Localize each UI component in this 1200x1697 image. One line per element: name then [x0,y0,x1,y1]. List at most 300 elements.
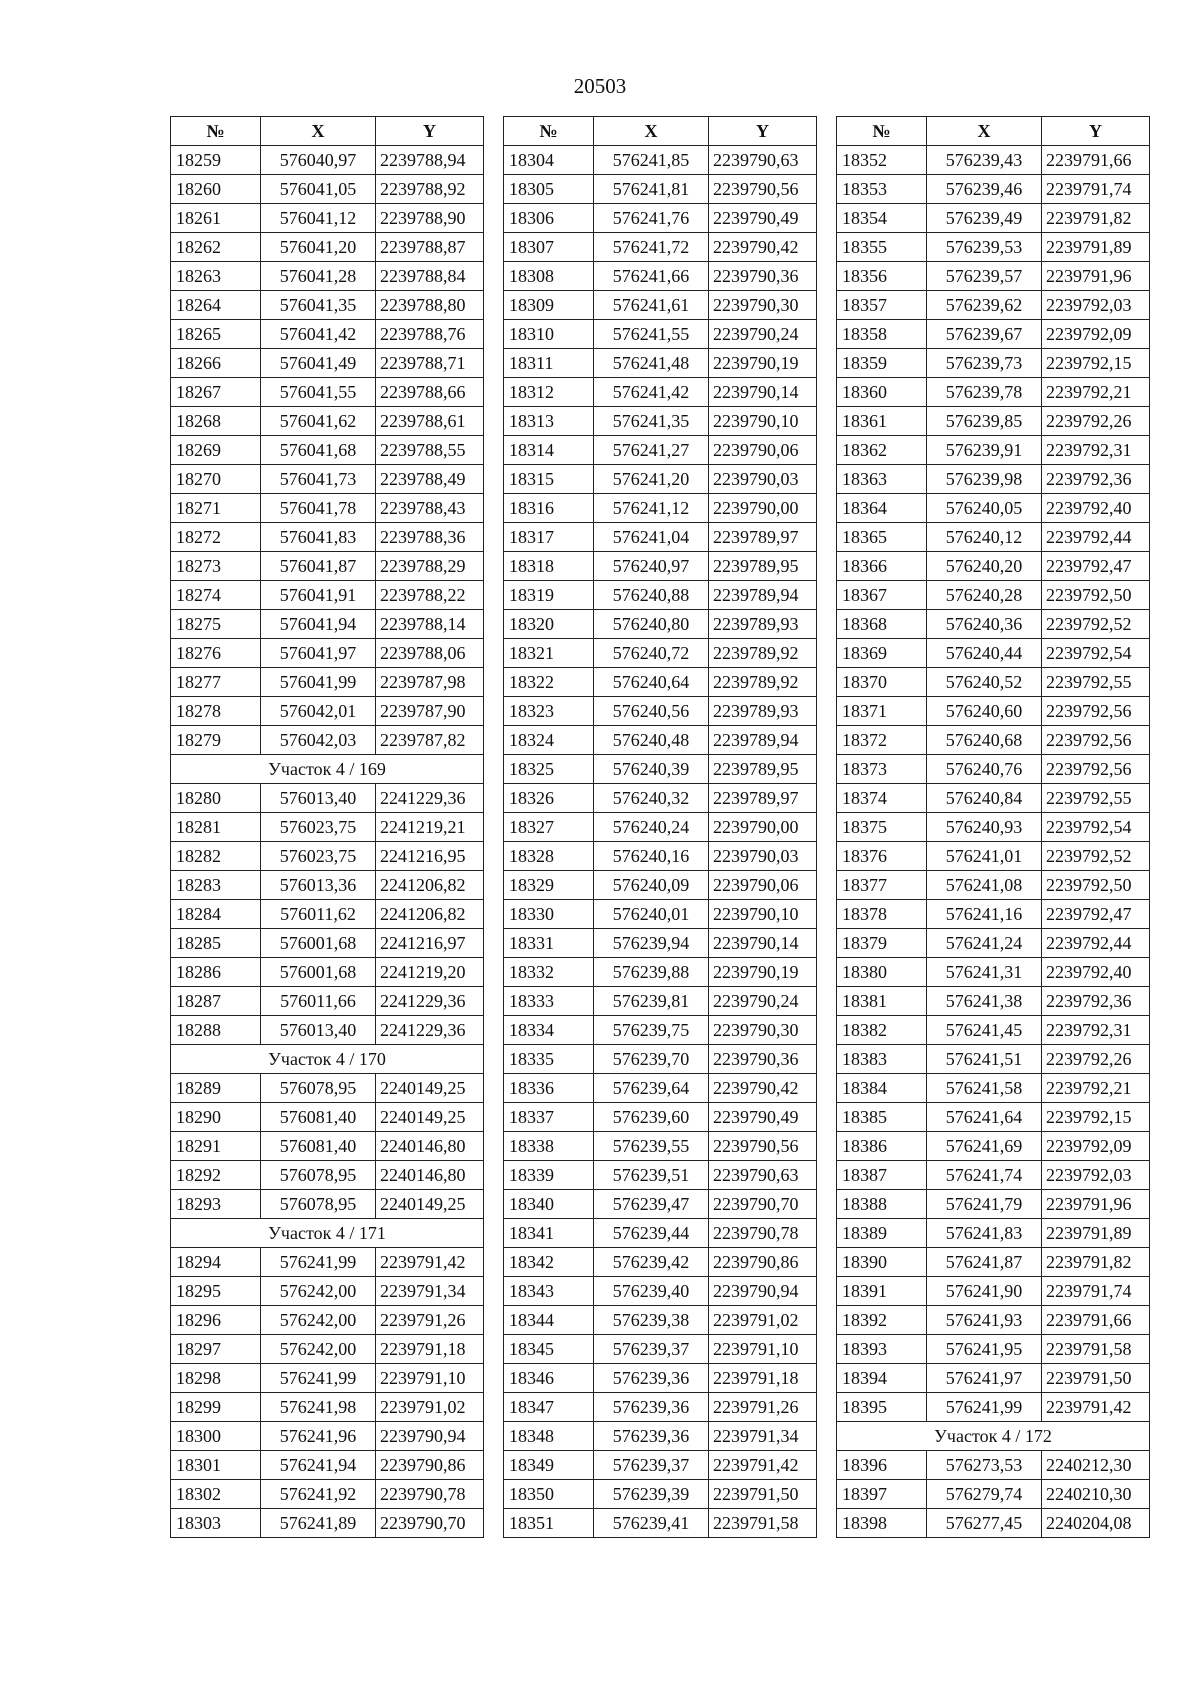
table-row [171,233,484,262]
coord-y: 2239791,26 [709,1393,817,1422]
coord-y: 2239791,66 [1042,146,1150,175]
coord-x: 576241,55 [594,320,709,349]
table-row [171,784,484,813]
coord-y: 2239792,50 [1042,871,1150,900]
coord-x: 576239,70 [594,1045,709,1074]
coord-y: 2240146,80 [376,1161,484,1190]
table-row [171,697,484,726]
table-row [171,378,484,407]
coord-x: 576241,98 [261,1393,376,1422]
header-y: Y [376,117,484,146]
table-row [504,494,817,523]
table-row [171,1306,484,1335]
point-number: 18390 [837,1248,927,1277]
point-number: 18368 [837,610,927,639]
coord-y: 2239792,44 [1042,523,1150,552]
coord-y: 2239792,56 [1042,697,1150,726]
coord-y: 2239790,36 [709,1045,817,1074]
table-row [504,842,817,871]
coord-y: 2239791,96 [1042,262,1150,291]
coord-x: 576239,88 [594,958,709,987]
point-number: 18367 [837,581,927,610]
coord-x: 576240,12 [927,523,1042,552]
point-number: 18290 [171,1103,261,1132]
table-row [837,349,1150,378]
coord-y: 2239792,09 [1042,320,1150,349]
coord-y: 2239791,42 [376,1248,484,1277]
coord-y: 2239790,42 [709,1074,817,1103]
table-row [837,610,1150,639]
coord-y: 2239792,26 [1042,407,1150,436]
coord-y: 2239790,49 [709,1103,817,1132]
coord-x: 576041,35 [261,291,376,320]
coord-x: 576239,49 [927,204,1042,233]
point-number: 18381 [837,987,927,1016]
coord-y: 2239790,30 [709,291,817,320]
coord-x: 576239,38 [594,1306,709,1335]
point-number: 18268 [171,407,261,436]
point-number: 18334 [504,1016,594,1045]
coord-x: 576239,75 [594,1016,709,1045]
header-x: X [927,117,1042,146]
coord-y: 2239790,42 [709,233,817,262]
coord-x: 576240,48 [594,726,709,755]
coord-x: 576241,76 [594,204,709,233]
coord-y: 2239788,49 [376,465,484,494]
table-row [837,1016,1150,1045]
section-row [171,1219,484,1248]
coord-x: 576241,99 [261,1364,376,1393]
table-row [171,552,484,581]
table-row [837,1045,1150,1074]
table-row [171,900,484,929]
coord-x: 576239,41 [594,1509,709,1538]
coord-x: 576239,51 [594,1161,709,1190]
coord-x: 576239,37 [594,1335,709,1364]
table-row [171,465,484,494]
coord-y: 2239788,55 [376,436,484,465]
coord-y: 2239790,70 [709,1190,817,1219]
table-row [504,1103,817,1132]
point-number: 18364 [837,494,927,523]
coord-x: 576240,52 [927,668,1042,697]
table-row [504,320,817,349]
table-row [837,784,1150,813]
point-number: 18284 [171,900,261,929]
point-number: 18365 [837,523,927,552]
coord-x: 576001,68 [261,929,376,958]
table-row [504,233,817,262]
point-number: 18372 [837,726,927,755]
point-number: 18264 [171,291,261,320]
table-row [837,436,1150,465]
coord-x: 576239,47 [594,1190,709,1219]
coord-x: 576239,42 [594,1248,709,1277]
coord-x: 576240,09 [594,871,709,900]
coord-y: 2239790,14 [709,378,817,407]
coord-x: 576241,27 [594,436,709,465]
header-num: № [171,117,261,146]
coord-y: 2239791,42 [1042,1393,1150,1422]
table-row [837,523,1150,552]
table-row [171,1451,484,1480]
table-row [171,1161,484,1190]
point-number: 18343 [504,1277,594,1306]
coord-y: 2239789,92 [709,639,817,668]
coord-x: 576240,44 [927,639,1042,668]
table-row [171,320,484,349]
point-number: 18315 [504,465,594,494]
point-number: 18380 [837,958,927,987]
table-row [171,146,484,175]
point-number: 18357 [837,291,927,320]
table-row [171,1393,484,1422]
coord-x: 576241,35 [594,407,709,436]
coord-x: 576239,85 [927,407,1042,436]
table-row [837,552,1150,581]
coord-x: 576239,60 [594,1103,709,1132]
coord-x: 576041,83 [261,523,376,552]
point-number: 18388 [837,1190,927,1219]
coord-y: 2239788,90 [376,204,484,233]
point-number: 18324 [504,726,594,755]
point-number: 18303 [171,1509,261,1538]
coord-y: 2240149,25 [376,1190,484,1219]
point-number: 18263 [171,262,261,291]
coord-y: 2239790,94 [709,1277,817,1306]
table-row [171,958,484,987]
table-row [837,1103,1150,1132]
coord-x: 576078,95 [261,1074,376,1103]
coord-y: 2241229,36 [376,987,484,1016]
header-y: Y [1042,117,1150,146]
coord-y: 2239791,58 [709,1509,817,1538]
coord-y: 2239790,03 [709,465,817,494]
coord-y: 2239791,34 [709,1422,817,1451]
table-header-row [171,117,484,146]
section-label: Участок 4 / 172 [837,1422,1150,1451]
coord-x: 576241,12 [594,494,709,523]
table-row [504,1364,817,1393]
table-row [837,581,1150,610]
coord-x: 576241,48 [594,349,709,378]
table-row [504,1306,817,1335]
coord-y: 2239788,66 [376,378,484,407]
point-number: 18371 [837,697,927,726]
coord-x: 576241,92 [261,1480,376,1509]
coord-x: 576011,66 [261,987,376,1016]
point-number: 18397 [837,1480,927,1509]
point-number: 18370 [837,668,927,697]
table-row [504,1248,817,1277]
coord-y: 2239792,36 [1042,465,1150,494]
coord-y: 2239791,10 [709,1335,817,1364]
point-number: 18373 [837,755,927,784]
table-row [504,204,817,233]
coord-y: 2239791,89 [1042,233,1150,262]
point-number: 18331 [504,929,594,958]
coord-y: 2239790,36 [709,262,817,291]
coord-y: 2239788,87 [376,233,484,262]
coord-x: 576239,81 [594,987,709,1016]
point-number: 18351 [504,1509,594,1538]
coord-y: 2239790,06 [709,871,817,900]
coord-y: 2241219,20 [376,958,484,987]
coord-y: 2239790,19 [709,958,817,987]
coord-x: 576240,32 [594,784,709,813]
table-row [837,1132,1150,1161]
header-num: № [504,117,594,146]
coord-x: 576241,04 [594,523,709,552]
table-row [504,755,817,784]
table-row [837,987,1150,1016]
coord-y: 2239788,71 [376,349,484,378]
coord-x: 576241,58 [927,1074,1042,1103]
table-row [504,1509,817,1538]
point-number: 18345 [504,1335,594,1364]
table-row [504,1277,817,1306]
coord-x: 576041,78 [261,494,376,523]
table-row [171,987,484,1016]
table-row [504,813,817,842]
table-row [171,1335,484,1364]
coord-x: 576241,69 [927,1132,1042,1161]
coord-x: 576081,40 [261,1132,376,1161]
point-number: 18335 [504,1045,594,1074]
point-number: 18383 [837,1045,927,1074]
table-row [504,436,817,465]
point-number: 18325 [504,755,594,784]
coord-y: 2239792,03 [1042,291,1150,320]
coord-y: 2241206,82 [376,900,484,929]
point-number: 18382 [837,1016,927,1045]
point-number: 18286 [171,958,261,987]
coord-x: 576241,45 [927,1016,1042,1045]
table-row [504,1161,817,1190]
point-number: 18363 [837,465,927,494]
table-row [837,900,1150,929]
table-row [837,465,1150,494]
coord-x: 576241,83 [927,1219,1042,1248]
point-number: 18279 [171,726,261,755]
point-number: 18275 [171,610,261,639]
table-row [837,697,1150,726]
coord-y: 2239792,56 [1042,755,1150,784]
point-number: 18354 [837,204,927,233]
point-number: 18352 [837,146,927,175]
coord-x: 576240,36 [927,610,1042,639]
coord-y: 2239790,00 [709,813,817,842]
table-row [171,262,484,291]
coord-y: 2239788,61 [376,407,484,436]
table-row [837,958,1150,987]
point-number: 18330 [504,900,594,929]
coord-x: 576239,37 [594,1451,709,1480]
coord-y: 2239791,50 [709,1480,817,1509]
point-number: 18288 [171,1016,261,1045]
coord-y: 2239792,21 [1042,1074,1150,1103]
table-row [837,1248,1150,1277]
table-row [504,929,817,958]
coord-x: 576078,95 [261,1190,376,1219]
coord-x: 576241,96 [261,1422,376,1451]
section-row [171,1045,484,1074]
point-number: 18347 [504,1393,594,1422]
coord-y: 2239787,98 [376,668,484,697]
point-number: 18360 [837,378,927,407]
point-number: 18316 [504,494,594,523]
table-row [171,1016,484,1045]
coord-y: 2239792,40 [1042,958,1150,987]
table-row [171,175,484,204]
table-row [504,349,817,378]
coord-x: 576041,91 [261,581,376,610]
coord-x: 576279,74 [927,1480,1042,1509]
table-row [837,233,1150,262]
coord-y: 2239790,10 [709,900,817,929]
coord-x: 576239,73 [927,349,1042,378]
point-number: 18349 [504,1451,594,1480]
point-number: 18356 [837,262,927,291]
coord-x: 576239,36 [594,1393,709,1422]
coord-x: 576241,74 [927,1161,1042,1190]
point-number: 18378 [837,900,927,929]
coord-x: 576241,64 [927,1103,1042,1132]
coord-x: 576242,00 [261,1306,376,1335]
coord-x: 576239,98 [927,465,1042,494]
coord-x: 576241,90 [927,1277,1042,1306]
coord-x: 576041,49 [261,349,376,378]
table-row [171,349,484,378]
coord-x: 576239,53 [927,233,1042,262]
table-row [171,407,484,436]
point-number: 18375 [837,813,927,842]
table-row [504,871,817,900]
table-row [837,871,1150,900]
point-number: 18294 [171,1248,261,1277]
coord-x: 576239,78 [927,378,1042,407]
point-number: 18282 [171,842,261,871]
coord-x: 576239,62 [927,291,1042,320]
coordinates-table-right [836,116,1150,1538]
table-row [504,1016,817,1045]
coord-x: 576241,16 [927,900,1042,929]
coord-y: 2239789,94 [709,581,817,610]
coord-y: 2239789,95 [709,755,817,784]
point-number: 18298 [171,1364,261,1393]
table-row [504,1451,817,1480]
point-number: 18314 [504,436,594,465]
coord-y: 2240204,08 [1042,1509,1150,1538]
table-row [504,958,817,987]
header-x: X [594,117,709,146]
coord-x: 576239,36 [594,1364,709,1393]
coord-x: 576041,12 [261,204,376,233]
point-number: 18271 [171,494,261,523]
point-number: 18302 [171,1480,261,1509]
point-number: 18293 [171,1190,261,1219]
table-row [171,1364,484,1393]
coord-y: 2239791,89 [1042,1219,1150,1248]
coord-x: 576240,28 [927,581,1042,610]
table-row [837,929,1150,958]
point-number: 18338 [504,1132,594,1161]
point-number: 18280 [171,784,261,813]
point-number: 18306 [504,204,594,233]
coordinates-table-middle [503,116,817,1538]
coord-x: 576041,05 [261,175,376,204]
table-row [504,378,817,407]
coord-x: 576241,81 [594,175,709,204]
page-number: 20503 [573,74,627,98]
coord-y: 2240210,30 [1042,1480,1150,1509]
table-row [837,755,1150,784]
table-row [837,378,1150,407]
coord-x: 576242,00 [261,1277,376,1306]
coord-y: 2241229,36 [376,784,484,813]
coord-y: 2239792,44 [1042,929,1150,958]
coord-x: 576041,73 [261,465,376,494]
table-row [171,668,484,697]
point-number: 18374 [837,784,927,813]
coord-x: 576239,36 [594,1422,709,1451]
coord-x: 576239,43 [927,146,1042,175]
coord-x: 576239,40 [594,1277,709,1306]
coord-y: 2239789,95 [709,552,817,581]
coord-y: 2239790,14 [709,929,817,958]
coord-x: 576240,05 [927,494,1042,523]
coord-x: 576240,84 [927,784,1042,813]
coord-y: 2239792,47 [1042,900,1150,929]
coord-y: 2241216,95 [376,842,484,871]
coord-y: 2239790,63 [709,1161,817,1190]
point-number: 18299 [171,1393,261,1422]
point-number: 18311 [504,349,594,378]
coord-x: 576040,97 [261,146,376,175]
table-row [504,1190,817,1219]
point-number: 18346 [504,1364,594,1393]
coord-x: 576241,99 [927,1393,1042,1422]
coord-y: 2239790,56 [709,1132,817,1161]
coord-x: 576241,51 [927,1045,1042,1074]
coord-x: 576013,40 [261,784,376,813]
coord-x: 576041,87 [261,552,376,581]
table-row [171,1277,484,1306]
coord-y: 2239789,92 [709,668,817,697]
coord-y: 2239791,34 [376,1277,484,1306]
table-row [171,1248,484,1277]
coord-x: 576241,94 [261,1451,376,1480]
table-row [504,639,817,668]
coord-y: 2239787,90 [376,697,484,726]
point-number: 18267 [171,378,261,407]
point-number: 18295 [171,1277,261,1306]
coord-y: 2239792,09 [1042,1132,1150,1161]
coord-y: 2239791,26 [376,1306,484,1335]
table-row [837,842,1150,871]
section-label: Участок 4 / 169 [171,755,484,784]
coord-y: 2239791,74 [1042,1277,1150,1306]
coord-y: 2239790,86 [709,1248,817,1277]
coord-x: 576041,62 [261,407,376,436]
coord-x: 576241,24 [927,929,1042,958]
table-row [504,465,817,494]
table-row [171,291,484,320]
table-row [504,581,817,610]
coord-x: 576239,39 [594,1480,709,1509]
coord-x: 576241,01 [927,842,1042,871]
table-row [504,784,817,813]
